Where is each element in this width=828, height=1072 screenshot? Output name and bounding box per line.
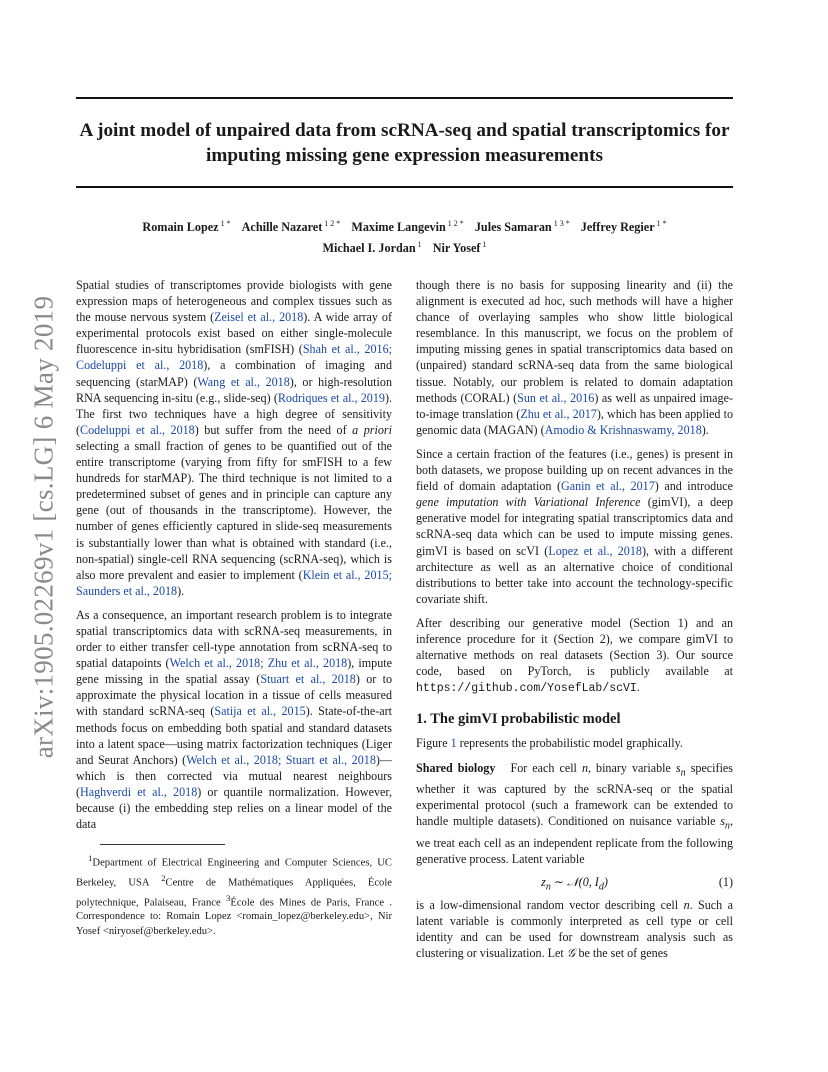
author: Jeffrey Regier $^{1 *}$ (580, 219, 667, 235)
repository-url[interactable]: https://github.com/YosefLab/scVI (416, 682, 637, 696)
equation-1 (416, 869, 733, 897)
paper-title: A joint model of unpaired data from scRNA-seq and spatial transcriptomics for imputing missing gene expression measurements (79, 120, 730, 166)
author: Romain Lopez $^{1 *}$ (142, 219, 231, 235)
citation-link[interactable]: Welch et al., 2018; Zhu et al., 2018 (169, 656, 348, 671)
intro-paragraph-1: Spatial studies of transcriptomes provide biologists with gene expression maps of heterogeneous and complex tissues such as the mouse nervous system (Zeisel et al., 2018). A wide array of experimental protocols exist based on either single-molecule fluorescence in-situ hybridisation (smFISH) (Shah et al., 2016; Codeluppi et al., 2018), a combination of imaging and sequencing (starMAP) (Wang et al., 2018), or high-resolution RNA sequencing in-situ (e.g., slide-seq) (Rodriques et al., 2019). The first two techniques have a high degree of sensitivity (Codeluppi et al., 2018) but suffer from the need of a priori selecting a small fraction of genes to be quantified out of the entire transcriptome (varying from fifty for smFISH to a few hundreds for starMAP). The third technique is not limited to a predetermined subset of genes and in principle can capture any gene (out of thousands in the transcriptome). However, the number of genes efficiently captured in slide-seq measurements is substantially lower than what is obtained with standard (i.e., non-spatial) single-cell RNA sequencing (scRNA-seq), which is also more prevalent and easier to implement (Klein et al., 2015; Saunders et al., 2018). (76, 278, 392, 598)
author-line-1 (76, 215, 733, 236)
citation-link[interactable]: Klein et al., 2015; Saunders et al., 2018 (76, 567, 392, 598)
citation-link[interactable]: Codeluppi et al., 2018 (80, 422, 195, 437)
citation-link[interactable]: Shah et al., 2016; Codeluppi et al., 2018 (76, 342, 392, 373)
equation-number: (1) (718, 874, 733, 889)
citation-link[interactable]: Ganin et al., 2017 (560, 479, 655, 494)
title-rule-top (76, 97, 733, 99)
left-column (76, 277, 392, 939)
author: Achille Nazaret $^{1 2 *}$ (241, 219, 341, 235)
author: Michael I. Jordan $^1$ (322, 240, 422, 256)
figure-reference-link[interactable]: 1 (450, 736, 457, 751)
model-paragraph-3: is a low-dimensional random vector describing cell n. Such a latent variable is commonly interpreted as cell type or cell identity and can be used for downstream analysis such as clustering or visualization. Let 𝒢 be the set of genes (416, 897, 733, 961)
citation-link[interactable]: Satija et al., 2015 (214, 704, 306, 719)
author: Nir Yosef $^1$ (432, 240, 487, 256)
arxiv-stamp (24, 289, 63, 764)
right-column (416, 277, 733, 969)
author-list (76, 215, 733, 257)
affiliations-footnote: $^1$Department of Electrical Engineering and Computer Sciences, UC Berkeley, USA $^2$Centre de Mathématiques Appliquées, École polytechnique, Palaiseau, France $^3$École des Mines de Paris, France . Correspondence to: Romain Lopez <romain_lopez@berkeley.edu>, Nir Yosef <niryosef@berkeley.edu>. (76, 853, 393, 937)
model-paragraph-1: Figure 1 represents the probabilistic model graphically. (416, 736, 683, 751)
citation-link[interactable]: Haghverdi et al., 2018 (80, 784, 198, 799)
intro-paragraph-5: After describing our generative model (Section 1) and an inference procedure for it (Section 2), we compare gimVI to alternative methods on real datasets (Section 3). Our source code, based on PyTorch, is publicly available at https://github.com/YosefLab/scVI. (416, 615, 733, 696)
citation-link[interactable]: Sun et al., 2016 (517, 390, 595, 405)
author-line-2 (76, 236, 733, 257)
citation-link[interactable]: Stuart et al., 2018 (260, 672, 356, 687)
footnote-rule (100, 844, 225, 845)
equation-body: $z_n$ ∼ 𝒩(0, $I_d$) (541, 874, 608, 893)
citation-link[interactable]: Zeisel et al., 2018 (214, 310, 304, 325)
citation-link[interactable]: Wang et al., 2018 (197, 374, 290, 389)
intro-paragraph-3: though there is no basis for supposing linearity and (ii) the alignment is executed ad hoc, such methods will have a higher chance of overlaying samples who show little biological resemblance. In this manuscript, we focus on the problem of imputing missing genes in spatial transcriptomics data based on (unpaired) standard scRNA-seq data from the same biological tissue. Notably, our problem is related to domain adaptation methods (CORAL) (Sun et al., 2016) as well as unpaired image-to-image translation (Zhu et al., 2017), which has been applied to genomic data (MAGAN) (Amodio & Krishnaswamy, 2018). (416, 278, 733, 437)
arxiv-stamp-text: arXiv:1905.02269v1 [cs.LG] 6 May 2019 (28, 295, 58, 758)
citation-link[interactable]: Zhu et al., 2017 (520, 406, 597, 421)
section-heading: 1. The gimVI probabilistic model (416, 711, 621, 728)
citation-link[interactable]: Welch et al., 2018; Stuart et al., 2018 (186, 752, 376, 767)
model-paragraph-2: Shared biology For each cell n, binary variable $s_n$ specifies whether it was captured by the scRNA-seq or the spatial experimental protocol (such a framework can be extended to handle multiple datasets). Conditioned on nuisance variable $s_n$, we treat each cell as an independent replicate from the following generative process. Latent variable (416, 760, 734, 866)
citation-link[interactable]: Lopez et al., 2018 (548, 543, 642, 558)
intro-paragraph-4: Since a certain fraction of the features (i.e., genes) is present in both datasets, we propose building up on recent advances in the field of domain adaptation (Ganin et al., 2017) and introduce gene imputation with Variational Inference (gimVI), a deep generative model for integrating spatial transcriptomics data and scRNA-seq data which can be used to impute missing genes. gimVI is based on scVI (Lopez et al., 2018), with a different architecture as well as an alternative choice of conditional distributions to better take into account the technology-specific covariate shift. (416, 446, 733, 606)
title-rule-bottom (76, 186, 733, 188)
author: Jules Samaran $^{1 3 *}$ (474, 219, 570, 235)
author: Maxime Langevin $^{1 2 *}$ (351, 219, 464, 235)
citation-link[interactable]: Rodriques et al., 2019 (277, 390, 385, 405)
paragraph-heading: Shared biology (416, 760, 496, 775)
citation-link[interactable]: Amodio & Krishnaswamy, 2018 (544, 422, 702, 437)
intro-paragraph-2: As a consequence, an important research problem is to integrate spatial transcriptomics data with scRNA-seq measurements, in order to either transfer cell-type annotation from scRNA-seq to spatial datapoints (Welch et al., 2018; Zhu et al., 2018), impute gene missing in the spatial assay (Stuart et al., 2018) or to approximate the physical location in a tissue of cells measured with standard scRNA-seq (Satija et al., 2015). State-of-the-art methods focus on embedding both spatial and standard datasets into a latent space—using matrix factorization techniques (Liger and Seurat Anchors) (Welch et al., 2018; Stuart et al., 2018)— which is then corrected via mutual nearest neighbours (Haghverdi et al., 2018) or quantile normalization. However, because (i) the embedding step relies on a linear model of the data (76, 607, 392, 832)
